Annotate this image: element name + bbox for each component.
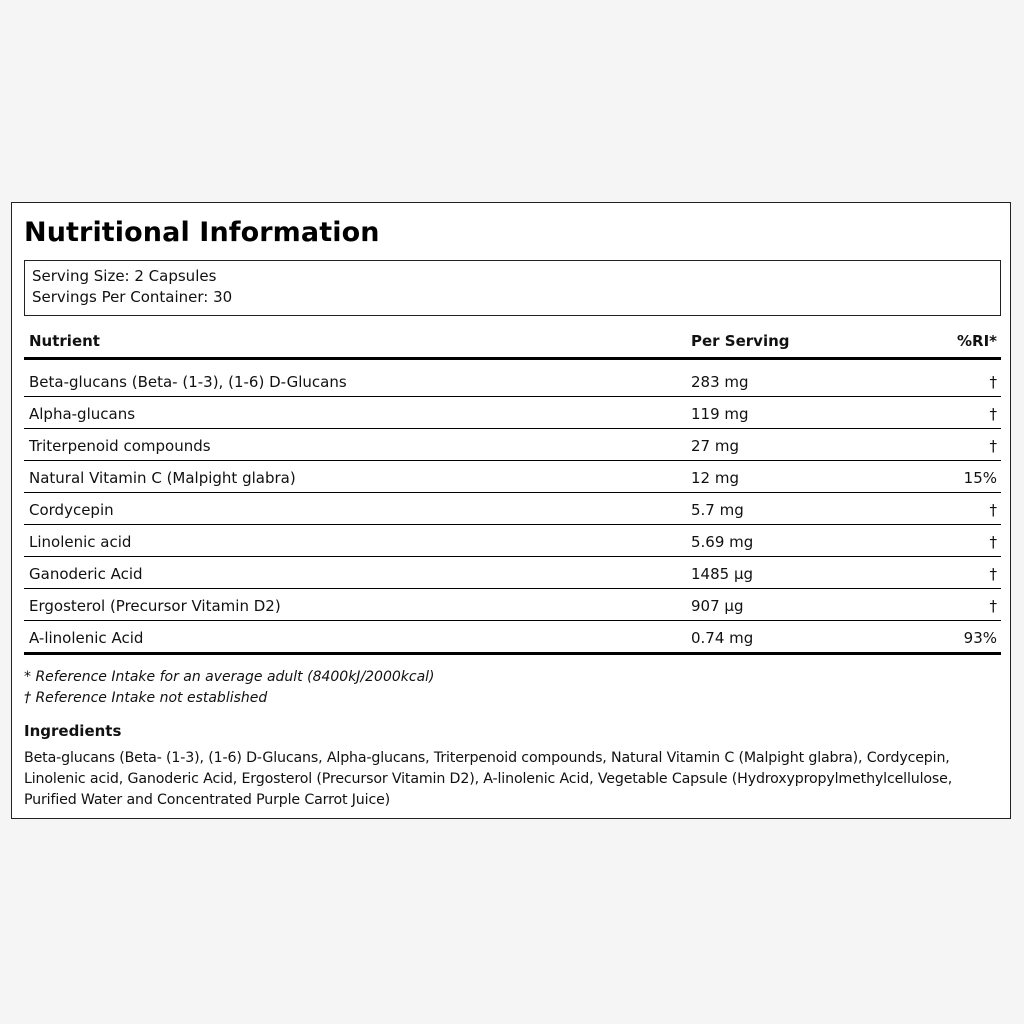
nutrient-amount: 5.7 mg — [691, 501, 744, 519]
table-row — [24, 557, 1001, 589]
nutrient-amount: 119 mg — [691, 405, 749, 423]
nutrient-name: Ergosterol (Precursor Vitamin D2) — [29, 597, 281, 615]
nutrient-name: Ganoderic Acid — [29, 565, 143, 583]
nutrient-ri: † — [989, 405, 997, 423]
nutrient-amount: 5.69 mg — [691, 533, 754, 551]
nutrient-amount: 0.74 mg — [691, 629, 754, 647]
nutrient-name: Triterpenoid compounds — [29, 437, 211, 455]
table-row — [24, 589, 1001, 621]
nutrient-ri: † — [989, 533, 997, 551]
servings-per-container: Servings Per Container: 30 — [32, 288, 233, 306]
footnote-reference-intake: * Reference Intake for an average adult (8400kJ/2000kcal) — [24, 669, 435, 685]
serving-info-box — [24, 260, 1001, 316]
table-row — [24, 525, 1001, 557]
nutrient-ri: † — [989, 597, 997, 615]
nutrient-amount: 1485 µg — [691, 565, 754, 583]
table-row — [24, 461, 1001, 493]
ingredients-text: Beta-glucans (Beta- (1-3), (1-6) D-Glucans, Alpha-glucans, Triterpenoid compounds, Natural Vitamin C (Malpight glabra), Cordycepin, Linolenic acid, Ganoderic Acid, Ergosterol (Precursor Vitamin D2), A-linolenic Acid, Vegetable Capsule (Hydroxypropylmethylcellulose, Purified Water and Concentrated Purple Carrot Juice) — [24, 750, 953, 808]
serving-size: Serving Size: 2 Capsules — [32, 267, 217, 285]
table-row — [24, 360, 1001, 397]
nutrient-name: Natural Vitamin C (Malpight glabra) — [29, 469, 296, 487]
nutrient-ri: 93% — [963, 629, 997, 647]
nutrient-name: A-linolenic Acid — [29, 629, 144, 647]
nutrient-table — [24, 323, 1001, 655]
nutrient-amount: 283 mg — [691, 373, 749, 391]
nutrient-ri: 15% — [963, 469, 997, 487]
table-row — [24, 397, 1001, 429]
table-row — [24, 621, 1001, 655]
nutrient-amount: 907 µg — [691, 597, 744, 615]
nutrient-ri: † — [989, 565, 997, 583]
header-per-serving: Per Serving — [691, 332, 790, 350]
table-header — [24, 323, 1001, 360]
nutrition-panel — [11, 202, 1011, 819]
nutrient-ri: † — [989, 437, 997, 455]
nutrient-amount: 27 mg — [691, 437, 739, 455]
nutrient-name: Linolenic acid — [29, 533, 132, 551]
nutrient-name: Cordycepin — [29, 501, 114, 519]
page-title: Nutritional Information — [24, 217, 380, 248]
table-row — [24, 429, 1001, 461]
nutrient-amount: 12 mg — [691, 469, 739, 487]
ingredients-heading: Ingredients — [24, 722, 122, 740]
nutrient-ri: † — [989, 373, 997, 391]
nutrient-name: Alpha-glucans — [29, 405, 136, 423]
footnote-not-established: † Reference Intake not established — [24, 690, 268, 706]
header-ri: %RI* — [956, 332, 997, 350]
nutrient-name: Beta-glucans (Beta- (1-3), (1-6) D-Glucans — [29, 373, 347, 391]
header-nutrient: Nutrient — [29, 332, 100, 350]
footnotes — [24, 667, 435, 709]
table-row — [24, 493, 1001, 525]
nutrient-ri: † — [989, 501, 997, 519]
